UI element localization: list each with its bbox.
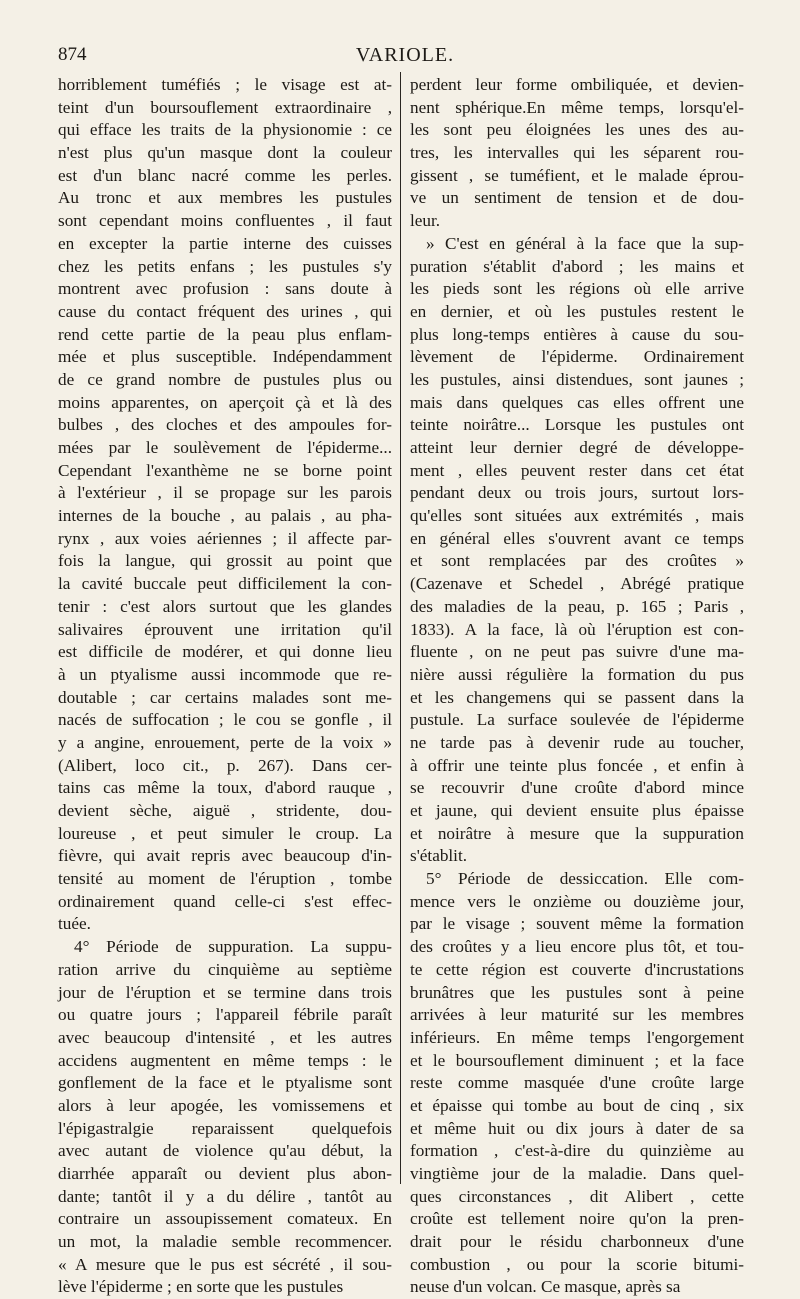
left-column [58,74,392,1297]
text-line: et le boursouflement diminuent ; et la face [410,1050,744,1070]
text-line: se recouvrir d'une croûte d'abord mince [410,778,744,798]
text-line: ration arrive du cinquième au septième [58,959,392,979]
text-line: ve un sentiment de tension et de dou- [410,188,744,208]
text-line: jour de l'éruption et se termine dans trois [58,982,392,1002]
text-line: formation , c'est-à-dire du quinzième au [410,1141,744,1161]
text-line: les sont peu éloignées les unes des au- [410,120,744,140]
text-line: et les changemens qui se passent dans la [410,687,744,707]
text-line: avec beaucoup d'intensité , et les autres [58,1027,392,1047]
text-line: n'est plus qu'un masque dont la couleur [58,143,392,163]
text-line: à offrir une teinte plus foncée , et enfin à [410,755,744,775]
text-line: salivaires éprouvent une irritation qu'il [58,619,392,639]
text-line: teinte noirâtre... Lorsque les pustules ont [410,415,744,435]
text-line: tensité au moment de l'éruption , tombe [58,869,392,889]
text-line: dante; tantôt il y a du délire , tantôt au [58,1186,392,1206]
text-line: » C'est en général à la face que la sup- [426,233,744,253]
text-line: 1833). A la face, là où l'éruption est con- [410,619,744,639]
text-line: contraire un assoupissement comateux. En [58,1209,392,1229]
text-line: est d'un blanc nacré comme les perles. [58,165,392,185]
text-line: mée et plus susceptible. Indépendamment [58,347,392,367]
text-line: rynx , aux voies aériennes ; il affecte par- [58,528,392,548]
text-line: par le visage ; souvent même la formation [410,914,744,934]
text-line: gonflement de la face et le ptyalisme sont [58,1073,392,1093]
text-line: teint d'un boursouflement extraordinaire , [58,97,392,117]
text-line: les pustules, ainsi distendues, sont jaunes ; [410,369,744,389]
text-line: pustule. La surface soulevée de l'épiderme [410,710,744,730]
running-title: VARIOLE. [355,44,455,66]
text-line: « A mesure que le pus est sécrété , il sou- [58,1254,392,1274]
text-line: drait pour le résidu charbonneux d'une [410,1232,744,1252]
column-divider [400,72,401,1184]
text-line: tuée. [58,914,91,934]
text-line: combustion , ou pour la scorie bitumi- [410,1254,744,1274]
text-line: chez les petits enfans ; les pustules s'y [58,256,392,276]
text-line: et sont remplacées par des croûtes » [410,551,744,571]
text-line: ne tarde pas à devenir rude au toucher, [410,732,744,752]
text-line: des croûtes y a lieu encore plus tôt, et tou- [410,937,744,957]
text-line: mence vers le onzième ou douzième jour, [410,891,744,911]
text-line: en général elles s'ouvrent avant ce temps [410,528,744,548]
text-line: nière aussi régulière la formation du pus [410,664,744,684]
text-line: est difficile de modérer, et qui donne lieu [58,642,392,662]
text-line: et même huit ou dix jours à dater de sa [410,1118,744,1138]
text-line: en dernier, et où les pustules restent le [410,301,744,321]
text-line: Au tronc et aux membres les pustules [58,188,392,208]
text-line: ment , elles peuvent rester dans cet état [410,460,744,480]
text-line: l'épigastralgie reparaissent quelquefois [58,1118,392,1138]
text-line: moins apparentes, on aperçoit çà et là des [58,392,392,412]
text-line: à un ptyalisme aussi incommode que re- [58,664,392,684]
text-line: doutable ; car certains malades sont me- [58,687,392,707]
text-line: qu'elles sont situées aux extrémités , mais [410,506,744,526]
text-line: perdent leur forme ombiliquée, et devien- [410,75,744,94]
text-line: puration s'établit d'abord ; les mains et [410,256,744,276]
text-line: pendant deux ou trois jours, surtout lors- [410,483,744,503]
text-line: te cette région est couverte d'incrustations [410,959,744,979]
text-line: alors à leur apogée, les vomissemens et [58,1095,392,1115]
text-line: de ce grand nombre de pustules plus ou [58,369,392,389]
text-line: (Cazenave et Schedel , Abrégé pratique [410,574,744,594]
text-line: à l'extérieur , il se propage sur les parois [58,483,392,503]
text-line: fluente , on ne peut pas suivre d'une ma- [410,642,744,662]
text-line: bulbes , des cloches et des ampoules for- [58,415,392,435]
text-line: brunâtres que les pustules sont à peine [410,982,744,1002]
text-line: 5° Période de dessiccation. Elle com- [426,869,744,889]
text-line: Cependant l'exanthème ne se borne point [58,460,392,480]
text-line: sont cependant moins confluentes , il faut [58,211,392,231]
text-line: plus long-temps entières à cause du sou- [410,324,744,344]
text-line: neuse d'un volcan. Ce masque, après sa [410,1277,681,1297]
text-line: mais dans quelques cas elles offrent une [410,392,744,412]
text-line: atteint leur dernier degré de développe- [410,438,744,457]
text-line: ques circonstances , dit Alibert , cette [410,1186,744,1206]
text-line: tenir : c'est alors surtout que les glandes [58,596,392,616]
text-line: et épaisse qui tombe au bout de cinq , six [410,1095,744,1115]
text-line: et jaune, qui devient ensuite plus épaisse [410,801,744,820]
text-line: et noirâtre à mesure que la suppuration [410,823,744,843]
right-column [410,74,744,1297]
text-line: mées par le soulèvement de l'épiderme... [58,438,392,457]
text-line: fois la langue, qui grossit au point que [58,551,392,571]
text-line: ou quatre jours ; l'appareil fébrile paraît [58,1005,392,1025]
text-line: la cavité buccale peut difficilement la con- [58,574,392,594]
text-line: des maladies de la peau, p. 165 ; Paris , [410,596,744,616]
text-line: avec autant de violence qu'au début, la [58,1141,392,1161]
text-line: loureuse , et peut simuler le croup. La [58,823,392,843]
text-line: tres, les intervalles qui les séparent rou- [410,143,744,163]
text-line: y a angine, enrouement, perte de la voix » [58,732,392,752]
text-line: leur. [410,211,441,231]
text-line: en excepter la partie interne des cuisses [58,233,392,253]
text-line: accidens augmentent en même temps : le [58,1050,392,1070]
text-line: inférieurs. En même temps l'engorgement [410,1027,744,1047]
text-line: vingtième jour de la maladie. Dans quel- [410,1164,744,1183]
text-line: les pieds sont les régions où elle arrive [410,279,744,299]
text-line: 4° Période de suppuration. La suppu- [74,937,392,957]
text-line: (Alibert, loco cit., p. 267). Dans cer- [58,755,392,775]
text-line: rend cette partie de la peau plus enflam- [58,324,392,344]
text-line: gissent , se tuméfient, et le malade éprou- [410,165,744,185]
text-line: cause du contact fréquent des urines , qui [58,301,392,321]
text-line: montrent avec profusion : sans doute à [58,279,392,299]
text-line: qui efface les traits de la physionomie : ce [58,120,392,140]
text-line: lèvement de l'épiderme. Ordinairement [410,347,744,367]
text-line: nent sphérique.En même temps, lorsqu'el- [410,97,744,117]
text-line: un mot, la maladie semble recommencer. [58,1232,392,1252]
text-line: devient sèche, aiguë , stridente, dou- [58,801,392,820]
page-number: 874 [58,44,87,65]
text-line: horriblement tuméfiés ; le visage est at- [58,75,392,94]
text-line: s'établit. [410,846,468,866]
text-line: fièvre, qui avait repris avec beaucoup d'in- [58,846,392,866]
text-line: internes de la bouche , au palais , au pha- [58,506,392,526]
text-line: ordinairement quand celle-ci s'est effec- [58,891,392,911]
text-line: nacés de suffocation ; le cou se gonfle , il [58,710,392,730]
text-line: lève l'épiderme ; en sorte que les pustules [58,1277,344,1297]
page-header [58,44,752,74]
text-line: arrivées à leur maturité sur les membres [410,1005,744,1025]
text-line: tains cas même la toux, d'abord rauque , [58,778,392,798]
text-line: croûte est tellement noire qu'on la pren- [410,1209,744,1229]
text-line: reste comme masquée d'une croûte large [410,1073,744,1093]
text-line: diarrhée apparaît ou devient plus abon- [58,1164,392,1183]
